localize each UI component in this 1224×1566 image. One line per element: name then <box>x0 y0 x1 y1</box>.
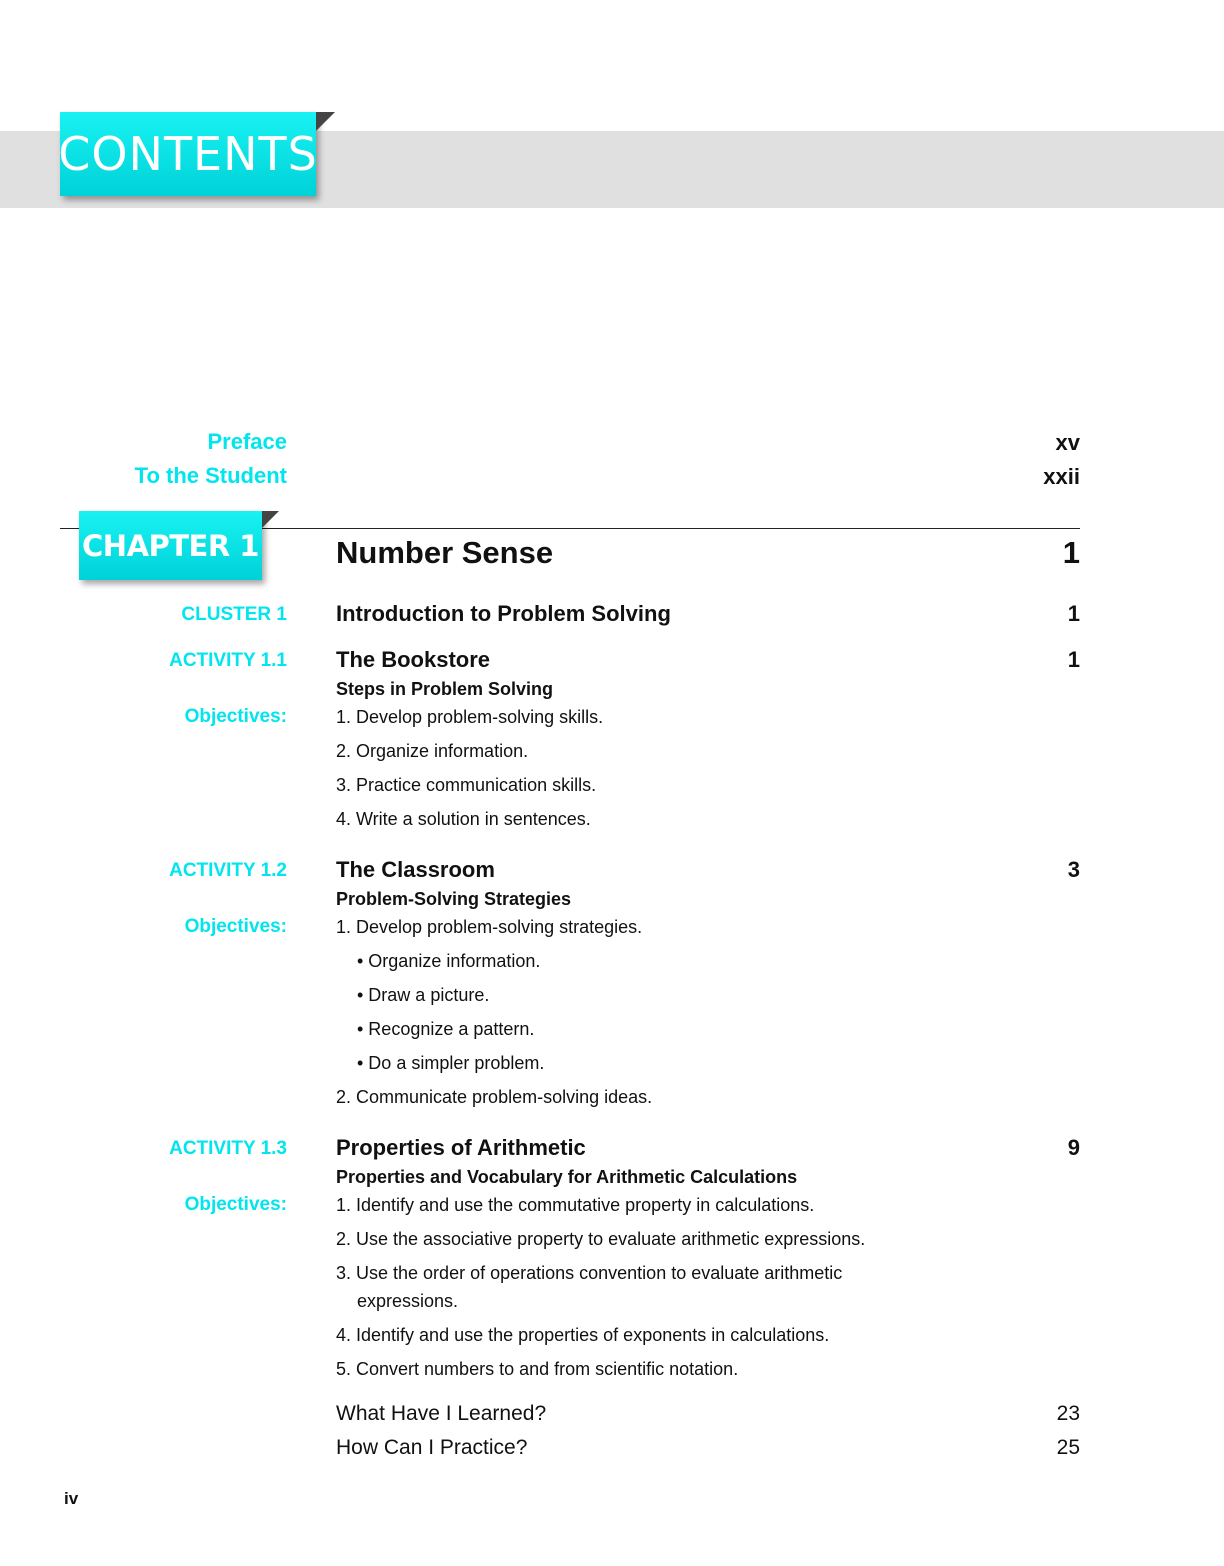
objective-item: 3. Practice communication skills. <box>336 775 597 795</box>
objective-item: 4. Write a solution in sentences. <box>336 809 591 829</box>
cluster-label: CLUSTER 1 <box>181 604 287 625</box>
activity-label: ACTIVITY 1.3 <box>169 1138 287 1159</box>
activity-label: ACTIVITY 1.1 <box>169 650 287 671</box>
activity-title[interactable]: Properties of Arithmetic <box>336 1135 586 1160</box>
objectives-label: Objectives: <box>184 1194 287 1215</box>
activity-label: ACTIVITY 1.2 <box>169 860 287 881</box>
objective-item: 1. Develop problem-solving strategies. <box>336 917 643 937</box>
activity-title[interactable]: The Classroom <box>336 857 495 882</box>
page-number: 25 <box>1056 1436 1080 1459</box>
page-number: xv <box>1055 430 1080 455</box>
objective-item: 2. Use the associative property to evaluate arithmetic expressions. <box>336 1229 866 1249</box>
objectives-label: Objectives: <box>184 706 287 727</box>
activity-title[interactable]: The Bookstore <box>336 647 491 672</box>
toc-link-how-can-i-practice[interactable]: How Can I Practice? <box>336 1436 528 1459</box>
page-number: 1 <box>1062 535 1080 570</box>
objective-item: 3. Use the order of operations convention to evaluate arithmetic <box>336 1263 843 1283</box>
toc-link-to-the-student[interactable]: To the Student <box>134 463 287 488</box>
objectives-label: Objectives: <box>184 916 287 937</box>
objective-item: 2. Communicate problem-solving ideas. <box>336 1087 653 1107</box>
chapter-title[interactable]: Number Sense <box>336 535 554 570</box>
page-number: 1 <box>1067 601 1080 626</box>
activity-subtitle: Problem-Solving Strategies <box>336 889 572 909</box>
objective-bullet: • Recognize a pattern. <box>357 1019 535 1039</box>
objective-item: 2. Organize information. <box>336 741 529 761</box>
tab-fold-corner <box>262 511 279 528</box>
objective-item: 4. Identify and use the properties of exponents in calculations. <box>336 1325 830 1345</box>
objective-item: 1. Identify and use the commutative property in calculations. <box>336 1195 815 1215</box>
page-number: 9 <box>1067 1135 1080 1160</box>
toc-link-what-have-i-learned[interactable]: What Have I Learned? <box>336 1402 547 1425</box>
objective-bullet: • Organize information. <box>357 951 541 971</box>
toc-link-preface[interactable]: Preface <box>207 429 287 454</box>
chapter-tab: CHAPTER 1 <box>79 511 262 580</box>
objective-item-continued: expressions. <box>357 1291 459 1311</box>
page-number: 1 <box>1067 647 1080 672</box>
page-folio: iv <box>64 1489 79 1508</box>
activity-subtitle: Steps in Problem Solving <box>336 679 554 699</box>
page-number: 3 <box>1067 857 1080 882</box>
objective-item: 1. Develop problem-solving skills. <box>336 707 604 727</box>
objective-bullet: • Draw a picture. <box>357 985 490 1005</box>
tab-fold-corner <box>316 112 335 131</box>
objective-item: 5. Convert numbers to and from scientific notation. <box>336 1359 739 1379</box>
activity-subtitle: Properties and Vocabulary for Arithmetic Calculations <box>336 1167 798 1187</box>
page-number: 23 <box>1056 1402 1080 1425</box>
contents-title-tab: CONTENTS <box>60 112 316 196</box>
cluster-title[interactable]: Introduction to Problem Solving <box>336 601 671 626</box>
page-number: xxii <box>1043 464 1080 489</box>
objective-bullet: • Do a simpler problem. <box>357 1053 545 1073</box>
